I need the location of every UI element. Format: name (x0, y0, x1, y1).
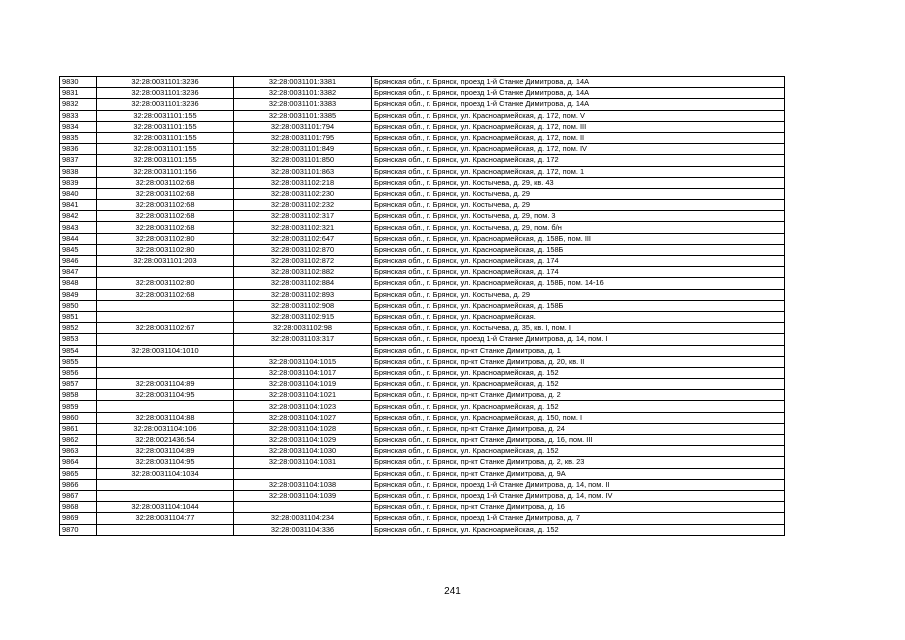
row-number-cell: 9857 (60, 379, 97, 390)
address-cell: Брянская обл., г. Брянск, пр-кт Станке Димитрова, д. 2, кв. 23 (372, 457, 785, 468)
row-number-cell: 9858 (60, 390, 97, 401)
object-number-cell: 32:28:0031101:795 (234, 132, 372, 143)
object-number-cell: 32:28:0031104:336 (234, 524, 372, 535)
object-number-cell: 32:28:0031104:1023 (234, 401, 372, 412)
object-number-cell: 32:28:0031101:3382 (234, 88, 372, 99)
address-cell: Брянская обл., г. Брянск, проезд 1-й Станке Димитрова, д. 14А (372, 77, 785, 88)
address-cell: Брянская обл., г. Брянск, пр-кт Станке Димитрова, д. 2 (372, 390, 785, 401)
table-row (60, 200, 785, 211)
row-number-cell: 9843 (60, 222, 97, 233)
address-cell: Брянская обл., г. Брянск, проезд 1-й Станке Димитрова, д. 14А (372, 99, 785, 110)
parcel-number-cell: 32:28:0031101:3236 (97, 88, 234, 99)
table-row (60, 379, 785, 390)
table-row (60, 457, 785, 468)
parcel-number-cell: 32:28:0031102:67 (97, 323, 234, 334)
parcel-number-cell (97, 311, 234, 322)
parcel-number-cell: 32:28:0031101:155 (97, 121, 234, 132)
object-number-cell: 32:28:0031102:232 (234, 200, 372, 211)
table-row (60, 367, 785, 378)
table-row (60, 166, 785, 177)
object-number-cell: 32:28:0031104:1031 (234, 457, 372, 468)
row-number-cell: 9866 (60, 479, 97, 490)
address-cell: Брянская обл., г. Брянск, ул. Костычева, д. 29, пом. б/н (372, 222, 785, 233)
table-row (60, 311, 785, 322)
table-row (60, 412, 785, 423)
address-cell: Брянская обл., г. Брянск, ул. Костычева, д. 29, пом. 3 (372, 211, 785, 222)
parcel-number-cell: 32:28:0031101:3236 (97, 99, 234, 110)
parcel-number-cell: 32:28:0031102:68 (97, 289, 234, 300)
address-cell: Брянская обл., г. Брянск, ул. Красноармейская, д. 152 (372, 379, 785, 390)
parcel-number-cell (97, 479, 234, 490)
address-cell: Брянская обл., г. Брянск, ул. Красноармейская, д. 172, пом. V (372, 110, 785, 121)
address-cell: Брянская обл., г. Брянск, пр-кт Станке Димитрова, д. 9А (372, 468, 785, 479)
object-number-cell: 32:28:0031103:317 (234, 334, 372, 345)
object-number-cell: 32:28:0031104:1039 (234, 490, 372, 501)
table-row (60, 502, 785, 513)
object-number-cell: 32:28:0031102:870 (234, 244, 372, 255)
parcel-number-cell: 32:28:0031102:68 (97, 177, 234, 188)
object-number-cell: 32:28:0031104:234 (234, 513, 372, 524)
table-row (60, 121, 785, 132)
address-cell: Брянская обл., г. Брянск, ул. Красноармейская, д. 158Б (372, 300, 785, 311)
object-number-cell: 32:28:0031102:647 (234, 233, 372, 244)
parcel-number-cell: 32:28:0031104:89 (97, 446, 234, 457)
row-number-cell: 9861 (60, 423, 97, 434)
table-row (60, 110, 785, 121)
page-number: 241 (444, 586, 461, 597)
parcel-number-cell: 32:28:0031104:95 (97, 457, 234, 468)
parcel-number-cell: 32:28:0031104:1034 (97, 468, 234, 479)
object-number-cell: 32:28:0031102:893 (234, 289, 372, 300)
row-number-cell: 9865 (60, 468, 97, 479)
object-number-cell: 32:28:0031101:863 (234, 166, 372, 177)
row-number-cell: 9830 (60, 77, 97, 88)
table-row (60, 300, 785, 311)
row-number-cell: 9867 (60, 490, 97, 501)
address-cell: Брянская обл., г. Брянск, пр-кт Станке Димитрова, д. 20, кв. II (372, 356, 785, 367)
object-number-cell: 32:28:0031102:882 (234, 267, 372, 278)
table-row (60, 222, 785, 233)
address-cell: Брянская обл., г. Брянск, ул. Костычева, д. 29 (372, 188, 785, 199)
object-number-cell: 32:28:0031102:915 (234, 311, 372, 322)
row-number-cell: 9846 (60, 256, 97, 267)
row-number-cell: 9853 (60, 334, 97, 345)
row-number-cell: 9860 (60, 412, 97, 423)
object-number-cell: 32:28:0031104:1030 (234, 446, 372, 457)
object-number-cell: 32:28:0031102:884 (234, 278, 372, 289)
address-cell: Брянская обл., г. Брянск, ул. Костычева, д. 29 (372, 289, 785, 300)
row-number-cell: 9868 (60, 502, 97, 513)
address-cell: Брянская обл., г. Брянск, ул. Красноармейская, д. 152 (372, 524, 785, 535)
parcel-number-cell: 32:28:0031102:68 (97, 222, 234, 233)
table-row (60, 99, 785, 110)
parcel-number-cell: 32:28:0031104:88 (97, 412, 234, 423)
row-number-cell: 9856 (60, 367, 97, 378)
object-number-cell: 32:28:0031102:218 (234, 177, 372, 188)
address-cell: Брянская обл., г. Брянск, пр-кт Станке Димитрова, д. 16, пом. III (372, 435, 785, 446)
row-number-cell: 9849 (60, 289, 97, 300)
row-number-cell: 9837 (60, 155, 97, 166)
address-cell: Брянская обл., г. Брянск, ул. Красноармейская, д. 172, пом. III (372, 121, 785, 132)
address-cell: Брянская обл., г. Брянск, ул. Красноармейская, д. 172, пом. IV (372, 144, 785, 155)
table-row (60, 490, 785, 501)
row-number-cell: 9850 (60, 300, 97, 311)
parcel-number-cell: 32:28:0031104:77 (97, 513, 234, 524)
object-number-cell: 32:28:0031101:3381 (234, 77, 372, 88)
address-cell: Брянская обл., г. Брянск, проезд 1-й Станке Димитрова, д. 14, пом. IV (372, 490, 785, 501)
parcel-number-cell: 32:28:0031104:106 (97, 423, 234, 434)
object-number-cell: 32:28:0031101:849 (234, 144, 372, 155)
parcel-number-cell: 32:28:0031102:68 (97, 188, 234, 199)
table-row (60, 345, 785, 356)
cadastre-table (59, 76, 785, 536)
table-row (60, 524, 785, 535)
row-number-cell: 9854 (60, 345, 97, 356)
row-number-cell: 9869 (60, 513, 97, 524)
row-number-cell: 9838 (60, 166, 97, 177)
row-number-cell: 9840 (60, 188, 97, 199)
table-row (60, 435, 785, 446)
row-number-cell: 9844 (60, 233, 97, 244)
object-number-cell: 32:28:0031104:1015 (234, 356, 372, 367)
parcel-number-cell: 32:28:0031104:89 (97, 379, 234, 390)
parcel-number-cell (97, 490, 234, 501)
table-row (60, 513, 785, 524)
row-number-cell: 9834 (60, 121, 97, 132)
object-number-cell: 32:28:0031104:1019 (234, 379, 372, 390)
object-number-cell: 32:28:0031101:3385 (234, 110, 372, 121)
parcel-number-cell: 32:28:0031102:68 (97, 211, 234, 222)
object-number-cell: 32:28:0031104:1028 (234, 423, 372, 434)
parcel-number-cell: 32:28:0031101:3236 (97, 77, 234, 88)
table-body (60, 77, 785, 536)
row-number-cell: 9835 (60, 132, 97, 143)
parcel-number-cell: 32:28:0031102:80 (97, 278, 234, 289)
row-number-cell: 9864 (60, 457, 97, 468)
row-number-cell: 9845 (60, 244, 97, 255)
parcel-number-cell (97, 367, 234, 378)
address-cell: Брянская обл., г. Брянск, ул. Красноармейская, д. 152 (372, 446, 785, 457)
row-number-cell: 9832 (60, 99, 97, 110)
parcel-number-cell (97, 300, 234, 311)
row-number-cell: 9859 (60, 401, 97, 412)
table-row (60, 468, 785, 479)
parcel-number-cell: 32:28:0031101:155 (97, 155, 234, 166)
table-row (60, 423, 785, 434)
object-number-cell (234, 345, 372, 356)
table-row (60, 278, 785, 289)
table-row (60, 401, 785, 412)
table-row (60, 334, 785, 345)
object-number-cell (234, 502, 372, 513)
table-row (60, 188, 785, 199)
address-cell: Брянская обл., г. Брянск, проезд 1-й Станке Димитрова, д. 7 (372, 513, 785, 524)
address-cell: Брянская обл., г. Брянск, пр-кт Станке Димитрова, д. 1 (372, 345, 785, 356)
row-number-cell: 9848 (60, 278, 97, 289)
address-cell: Брянская обл., г. Брянск, пр-кт Станке Димитрова, д. 24 (372, 423, 785, 434)
parcel-number-cell (97, 401, 234, 412)
address-cell: Брянская обл., г. Брянск, ул. Красноармейская, д. 172, пом. II (372, 132, 785, 143)
object-number-cell: 32:28:0031104:1021 (234, 390, 372, 401)
object-number-cell: 32:28:0031104:1029 (234, 435, 372, 446)
row-number-cell: 9842 (60, 211, 97, 222)
object-number-cell: 32:28:0031102:317 (234, 211, 372, 222)
table-row (60, 256, 785, 267)
row-number-cell: 9863 (60, 446, 97, 457)
parcel-number-cell: 32:28:0031101:155 (97, 144, 234, 155)
table-row (60, 155, 785, 166)
table-row (60, 479, 785, 490)
row-number-cell: 9852 (60, 323, 97, 334)
address-cell: Брянская обл., г. Брянск, ул. Красноармейская, д. 174 (372, 256, 785, 267)
address-cell: Брянская обл., г. Брянск, ул. Красноармейская, д. 158Б (372, 244, 785, 255)
row-number-cell: 9833 (60, 110, 97, 121)
table-row (60, 144, 785, 155)
object-number-cell: 32:28:0031104:1027 (234, 412, 372, 423)
address-cell: Брянская обл., г. Брянск, пр-кт Станке Димитрова, д. 16 (372, 502, 785, 513)
object-number-cell: 32:28:0031101:3383 (234, 99, 372, 110)
object-number-cell: 32:28:0031104:1017 (234, 367, 372, 378)
address-cell: Брянская обл., г. Брянск, ул. Красноармейская, д. 158Б, пом. III (372, 233, 785, 244)
table-row (60, 211, 785, 222)
object-number-cell: 32:28:0031102:872 (234, 256, 372, 267)
object-number-cell: 32:28:0031102:321 (234, 222, 372, 233)
parcel-number-cell: 32:28:0021436:54 (97, 435, 234, 446)
row-number-cell: 9851 (60, 311, 97, 322)
address-cell: Брянская обл., г. Брянск, ул. Красноармейская, д. 172 (372, 155, 785, 166)
parcel-number-cell: 32:28:0031101:155 (97, 110, 234, 121)
address-cell: Брянская обл., г. Брянск, ул. Красноармейская, д. 172, пом. 1 (372, 166, 785, 177)
address-cell: Брянская обл., г. Брянск, ул. Костычева, д. 29, кв. 43 (372, 177, 785, 188)
row-number-cell: 9839 (60, 177, 97, 188)
parcel-number-cell (97, 524, 234, 535)
row-number-cell: 9836 (60, 144, 97, 155)
table-row (60, 446, 785, 457)
table-row (60, 289, 785, 300)
table-row (60, 244, 785, 255)
address-cell: Брянская обл., г. Брянск, ул. Костычева, д. 29 (372, 200, 785, 211)
address-cell: Брянская обл., г. Брянск, ул. Красноармейская, д. 152 (372, 367, 785, 378)
parcel-number-cell (97, 267, 234, 278)
address-cell: Брянская обл., г. Брянск, проезд 1-й Станке Димитрова, д. 14А (372, 88, 785, 99)
table-row (60, 267, 785, 278)
row-number-cell: 9855 (60, 356, 97, 367)
object-number-cell (234, 468, 372, 479)
parcel-number-cell: 32:28:0031104:1044 (97, 502, 234, 513)
object-number-cell: 32:28:0031102:230 (234, 188, 372, 199)
address-cell: Брянская обл., г. Брянск, ул. Красноармейская, д. 152 (372, 401, 785, 412)
parcel-number-cell (97, 334, 234, 345)
address-cell: Брянская обл., г. Брянск, ул. Костычева, д. 35, кв. I, пом. I (372, 323, 785, 334)
parcel-number-cell: 32:28:0031104:1010 (97, 345, 234, 356)
address-cell: Брянская обл., г. Брянск, проезд 1-й Станке Димитрова, д. 14, пом. II (372, 479, 785, 490)
address-cell: Брянская обл., г. Брянск, ул. Красноармейская, д. 150, пом. I (372, 412, 785, 423)
table-row (60, 233, 785, 244)
row-number-cell: 9831 (60, 88, 97, 99)
address-cell: Брянская обл., г. Брянск, ул. Красноармейская. (372, 311, 785, 322)
parcel-number-cell: 32:28:0031101:156 (97, 166, 234, 177)
row-number-cell: 9870 (60, 524, 97, 535)
parcel-number-cell: 32:28:0031102:80 (97, 244, 234, 255)
address-cell: Брянская обл., г. Брянск, ул. Красноармейская, д. 158Б, пом. 14-16 (372, 278, 785, 289)
table-row (60, 356, 785, 367)
parcel-number-cell: 32:28:0031101:203 (97, 256, 234, 267)
parcel-number-cell: 32:28:0031104:95 (97, 390, 234, 401)
table-row (60, 77, 785, 88)
table-row (60, 177, 785, 188)
row-number-cell: 9862 (60, 435, 97, 446)
parcel-number-cell: 32:28:0031101:155 (97, 132, 234, 143)
object-number-cell: 32:28:0031102:98 (234, 323, 372, 334)
table-row (60, 88, 785, 99)
row-number-cell: 9847 (60, 267, 97, 278)
object-number-cell: 32:28:0031101:850 (234, 155, 372, 166)
table-row (60, 323, 785, 334)
row-number-cell: 9841 (60, 200, 97, 211)
address-cell: Брянская обл., г. Брянск, ул. Красноармейская, д. 174 (372, 267, 785, 278)
parcel-number-cell (97, 356, 234, 367)
object-number-cell: 32:28:0031102:908 (234, 300, 372, 311)
table-row (60, 132, 785, 143)
object-number-cell: 32:28:0031101:794 (234, 121, 372, 132)
address-cell: Брянская обл., г. Брянск, проезд 1-й Станке Димитрова, д. 14, пом. I (372, 334, 785, 345)
object-number-cell: 32:28:0031104:1038 (234, 479, 372, 490)
table-row (60, 390, 785, 401)
parcel-number-cell: 32:28:0031102:80 (97, 233, 234, 244)
parcel-number-cell: 32:28:0031102:68 (97, 200, 234, 211)
